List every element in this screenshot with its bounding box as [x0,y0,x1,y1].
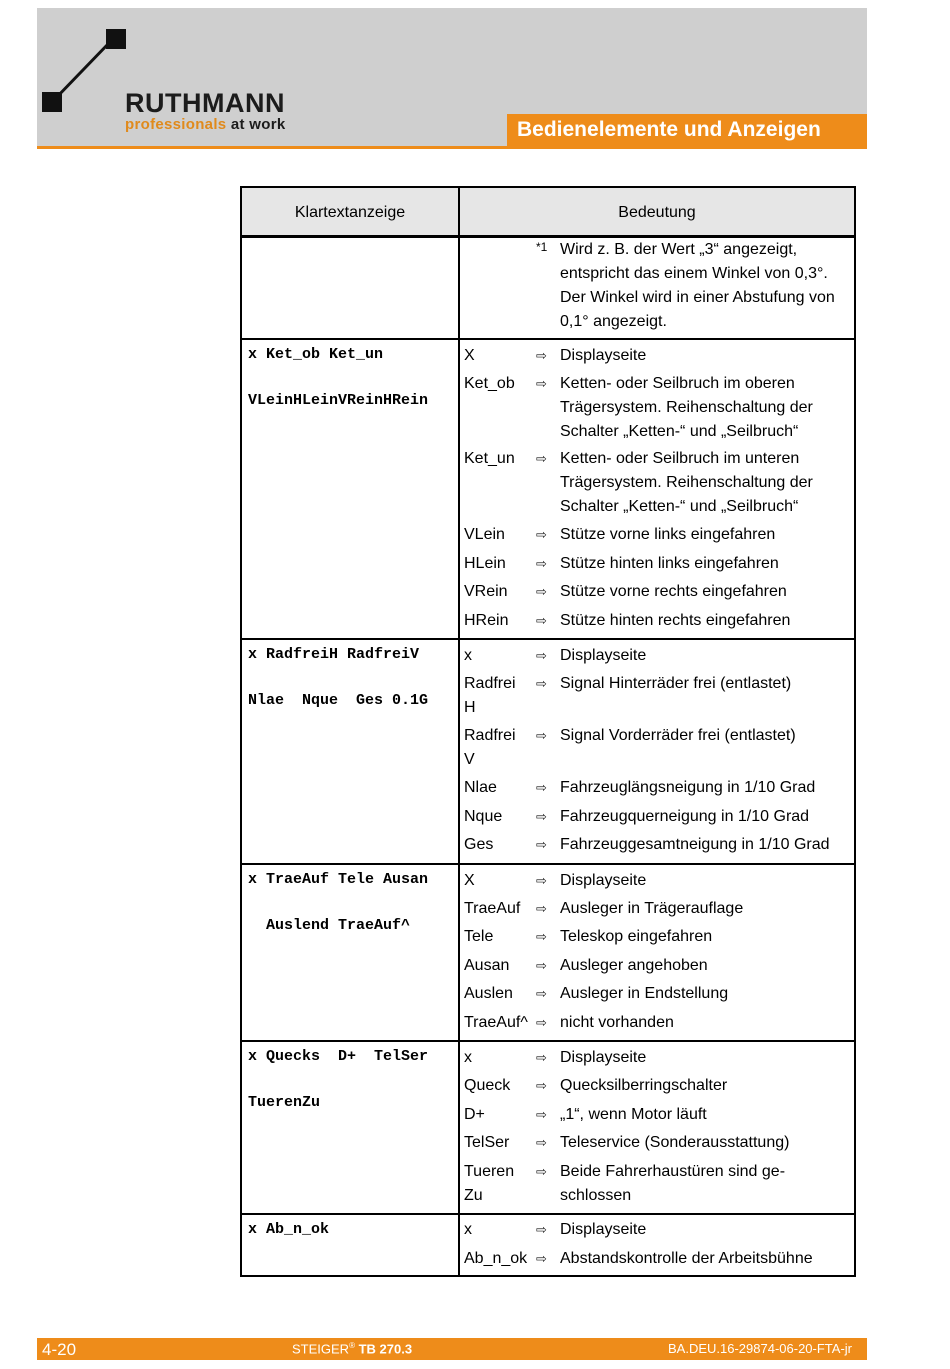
item-desc: Fahrzeuglängsneigung in 1/10 Grad [560,779,816,796]
right-arrow-icon: ⇨ [536,376,547,391]
row-divider [242,863,854,865]
right-arrow-icon: ⇨ [536,986,547,1001]
right-arrow-icon: ⇨ [536,527,547,542]
item-key: TraeAuf [464,900,521,917]
row-divider [242,1213,854,1215]
item-desc: Displayseite [560,347,647,364]
column-header-display: Klartextanzeige [294,204,406,221]
item-desc: Ketten- oder Seilbruch im oberen Trägersystem. Reihenschaltung der Schalter „Ketten-“ und „Seilbruch“ [560,375,813,440]
item-desc: Ketten- oder Seilbruch im unteren Trägersystem. Reihenschaltung der Schalter „Ketten-“ und „Seilbruch“ [560,450,813,515]
column-header-meaning: Bedeutung [618,204,696,221]
right-arrow-icon: ⇨ [536,1078,547,1093]
item-key: Ab_n_ok [464,1250,528,1267]
right-arrow-icon: ⇨ [536,929,547,944]
item-desc: Displayseite [560,1049,647,1066]
right-arrow-icon: ⇨ [536,1135,547,1150]
item-desc: Teleskop eingefahren [560,928,713,945]
item-key: Tele [464,928,494,945]
item-key: HRein [464,612,509,629]
item-desc: Stütze hinten rechts eingefahren [560,612,791,629]
item-key: x [464,647,472,664]
item-desc: „1“, wenn Motor läuft [560,1106,707,1123]
right-arrow-icon: ⇨ [536,676,547,691]
item-desc: Teleservice (Sonderausstattung) [560,1134,790,1151]
row-divider [242,638,854,640]
item-desc: Signal Vorderräder frei (entlastet) [560,727,796,744]
item-key: Radfrei H [464,675,516,716]
item-key: x [464,1221,472,1238]
item-key: Queck [464,1077,511,1094]
page-number: 4-20 [42,1340,77,1359]
right-arrow-icon: ⇨ [536,1251,547,1266]
display-code-line: Nlae Nque Ges 0.1G [248,692,429,709]
item-key: Auslen [464,985,513,1002]
item-desc: Stütze vorne rechts eingefahren [560,583,787,600]
item-desc: Stütze vorne links eingefahren [560,526,776,543]
display-table [240,186,856,1277]
row-divider [242,1040,854,1042]
item-desc: Abstandskontrolle der Arbeitsbühne [560,1250,813,1267]
right-arrow-icon: ⇨ [536,873,547,888]
item-desc: Signal Hinterräder frei (entlastet) [560,675,792,692]
item-desc: Ausleger in Trägerauflage [560,900,744,917]
product-model: TB 270.3 [358,1341,413,1357]
footnote-text: Wird z. B. der Wert „3“ angezeigt, entspricht das einem Winkel von 0,3°. Der Winkel wird in einer Abstufung von 0,1° angezeigt. [560,241,835,330]
right-arrow-icon: ⇨ [536,780,547,795]
item-key: Nlae [464,779,497,796]
item-desc: Displayseite [560,872,647,889]
right-arrow-icon: ⇨ [536,1107,547,1122]
item-key: X [464,872,475,889]
right-arrow-icon: ⇨ [536,451,547,466]
item-key: Tueren Zu [464,1163,515,1204]
display-code-line: x Ket_ob Ket_un [248,346,384,363]
table-header [242,188,854,238]
document-id: BA.DEU.16-29874-06-20-FTA-jr [668,1341,852,1356]
item-desc: Stütze hinten links eingefahren [560,555,779,572]
product-brand: STEIGER [292,1341,350,1357]
item-desc: Quecksilberringschalter [560,1077,728,1094]
brand-tagline [125,116,286,133]
right-arrow-icon: ⇨ [536,728,547,743]
registered-mark: ® [349,1341,355,1350]
item-key: Ket_ob [464,375,515,392]
item-key: Radfrei V [464,727,516,768]
header-rule [37,146,867,149]
right-arrow-icon: ⇨ [536,648,547,663]
item-key: X [464,347,475,364]
item-desc: Displayseite [560,647,647,664]
item-key: x [464,1049,472,1066]
display-code-line: TuerenZu [248,1094,321,1111]
item-desc: Displayseite [560,1221,647,1238]
item-key: VLein [464,526,505,543]
right-arrow-icon: ⇨ [536,1222,547,1237]
column-divider [458,188,460,1275]
item-key: TraeAuf^ [464,1014,528,1031]
brand-name: RUTHMANN [125,88,285,118]
right-arrow-icon: ⇨ [536,901,547,916]
display-code-line: VLeinHLeinVReinHRein [248,392,429,409]
right-arrow-icon: ⇨ [536,556,547,571]
right-arrow-icon: ⇨ [536,809,547,824]
item-desc: Fahrzeuggesamtneigung in 1/10 Grad [560,836,830,853]
display-code-line: x Ab_n_ok [248,1221,330,1238]
row-divider [242,338,854,340]
tagline-part2: at work [230,116,286,133]
display-code-line: Auslend TraeAuf^ [248,917,411,934]
item-key: Nque [464,808,503,825]
product-name [292,1341,412,1356]
item-desc: nicht vorhanden [560,1014,674,1031]
right-arrow-icon: ⇨ [536,958,547,973]
right-arrow-icon: ⇨ [536,348,547,363]
item-key: HLein [464,555,506,572]
item-desc: Beide Fahrerhaustüren sind ge-schlossen [560,1163,786,1204]
right-arrow-icon: ⇨ [536,1050,547,1065]
item-key: Ket_un [464,450,515,467]
item-desc: Ausleger in Endstellung [560,985,729,1002]
item-key: Ausan [464,957,510,974]
display-code-line: x RadfreiH RadfreiV [248,646,420,663]
item-key: Ges [464,836,494,853]
display-code-line: x TraeAuf Tele Ausan [248,871,429,888]
item-key: TelSer [464,1134,510,1151]
right-arrow-icon: ⇨ [536,613,547,628]
item-key: VRein [464,583,508,600]
item-desc: Ausleger angehoben [560,957,708,974]
item-key: D+ [464,1106,485,1123]
right-arrow-icon: ⇨ [536,837,547,852]
ruthmann-logo-icon [40,26,130,116]
display-code-line: x Quecks D+ TelSer [248,1048,429,1065]
section-title: Bedienelemente und Anzeigen [517,118,821,141]
item-desc: Fahrzeugquerneigung in 1/10 Grad [560,808,810,825]
right-arrow-icon: ⇨ [536,584,547,599]
footnote-marker: *1 [536,240,548,254]
right-arrow-icon: ⇨ [536,1164,547,1179]
tagline-part1: professionals [125,116,227,133]
right-arrow-icon: ⇨ [536,1015,547,1030]
